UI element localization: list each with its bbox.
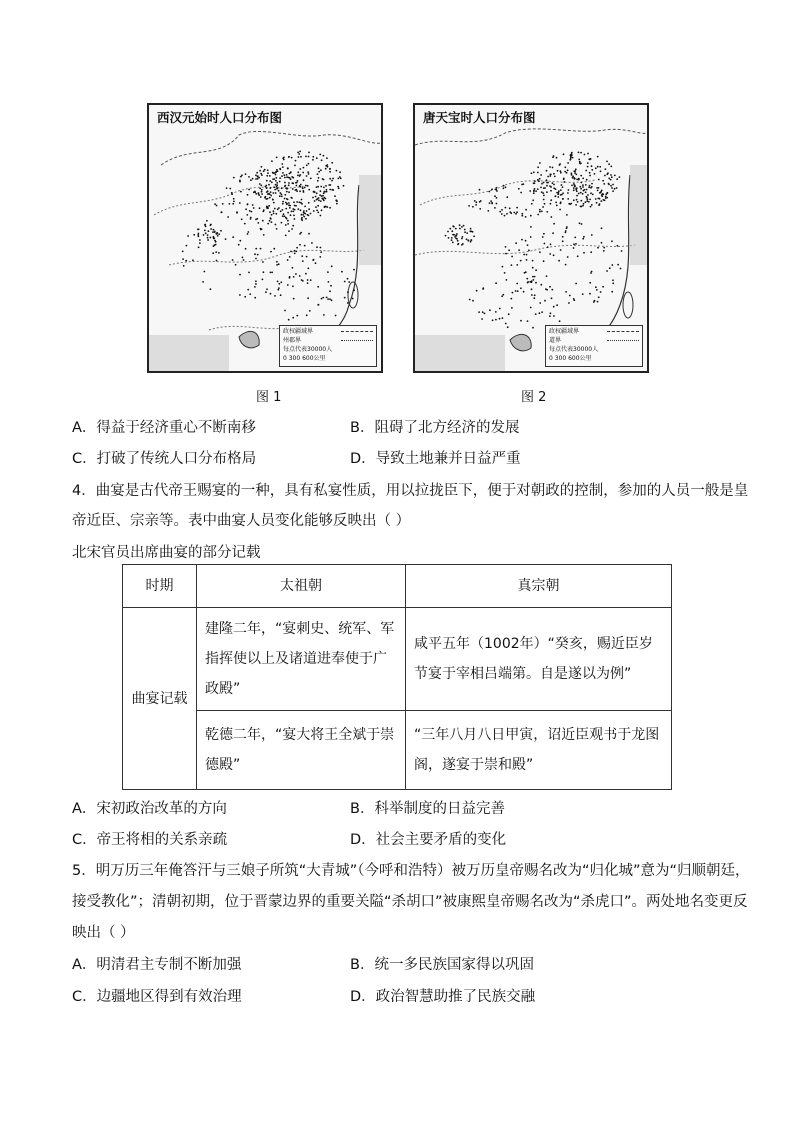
q4-option-b: B．科举制度的日益完善 (350, 801, 505, 817)
q4-table-caption: 北宋官员出席曲宴的部分记载 (72, 545, 261, 561)
table-header-cell: 真宗朝 (406, 565, 672, 608)
q4-stem-line-2: 帝近臣、宗亲等。表中曲宴人员变化能够反映出（ ） (72, 513, 411, 529)
legend-scale-label: 0 300 600公里 (549, 355, 592, 362)
figure-1-caption: 图 1 (256, 390, 282, 405)
q5-option-c: C．边疆地区得到有效治理 (72, 989, 242, 1005)
legend-line1-label: 政权疆域界 (283, 328, 314, 335)
q3-option-d: D．导致土地兼并日益严重 (350, 451, 521, 467)
table-header-row (123, 565, 672, 608)
legend-line1-label: 政权疆域界 (549, 328, 580, 335)
q5-stem-line-3: 映出（ ） (72, 925, 135, 941)
population-dots (182, 151, 355, 321)
legend-line2-label: 道界 (549, 337, 562, 344)
legend-line2-label: 州郡界 (283, 337, 302, 344)
records-table (122, 564, 672, 790)
q5-stem-line-1: 5．明万历三年俺答汗与三娘子所筑“大青城”（今呼和浩特）被万历皇帝赐名改为“归化城”意为“归顺朝廷， (72, 863, 750, 879)
table-header-cell: 时期 (123, 565, 197, 608)
table-cell: 咸平五年（1002年）“癸亥，赐近臣岁节宴于宰相吕端第。自是遂以为例” (406, 608, 672, 711)
q4-option-d: D．社会主要矛盾的变化 (350, 832, 507, 848)
table-header-cell: 太祖朝 (197, 565, 406, 608)
legend-dot-label: 每点代表30000人 (549, 346, 599, 353)
map-2-title: 唐天宝时人口分布图 (423, 110, 536, 125)
table-row (123, 711, 672, 790)
table-cell: “三年八月八日甲寅，诏近臣观书于龙图阁，遂宴于崇和殿” (406, 711, 672, 790)
legend-scale-label: 0 300 600公里 (283, 355, 326, 362)
population-dots (445, 152, 623, 329)
table-row-label: 曲宴记载 (123, 608, 197, 790)
q4-option-c: C．帝王将相的关系亲疏 (72, 832, 228, 848)
map-1-title: 西汉元始时人口分布图 (157, 110, 283, 125)
map-figure-2 (413, 103, 649, 373)
q3-option-a: A．得益于经济重心不断南移 (72, 420, 256, 436)
q4-option-a: A．宋初政治改革的方向 (72, 801, 227, 817)
q5-option-d: D．政治智慧助推了民族交融 (350, 989, 536, 1005)
q5-stem-line-2: 接受教化”；清朝初期，位于晋蒙边界的重要关隘“杀胡口”被康熙皇帝赐名改为“杀虎口”。两处地名变更反 (72, 894, 748, 910)
q5-option-a: A．明清君主专制不断加强 (72, 957, 242, 973)
q5-option-b: B．统一多民族国家得以巩固 (350, 957, 534, 973)
figure-2-caption: 图 2 (521, 390, 547, 405)
table-row (123, 608, 672, 711)
legend-dot-label: 每点代表30000人 (283, 346, 333, 353)
q3-option-b: B．阻碍了北方经济的发展 (350, 420, 520, 436)
table-cell: 建隆二年，“宴刺史、统军、军指挥使以上及诸道进奉使于广政殿” (197, 608, 406, 711)
table-cell: 乾德二年，“宴大将王全斌于崇德殿” (197, 711, 406, 790)
map-2-legend (545, 325, 643, 367)
q4-stem-line-1: 4．曲宴是古代帝王赐宴的一种，具有私宴性质，用以拉拢臣下，便于对朝政的控制，参加的人员一般是皇 (72, 483, 749, 499)
q3-option-c: C．打破了传统人口分布格局 (72, 451, 257, 467)
map-1-legend (279, 325, 377, 367)
map-figure-1 (147, 103, 383, 373)
